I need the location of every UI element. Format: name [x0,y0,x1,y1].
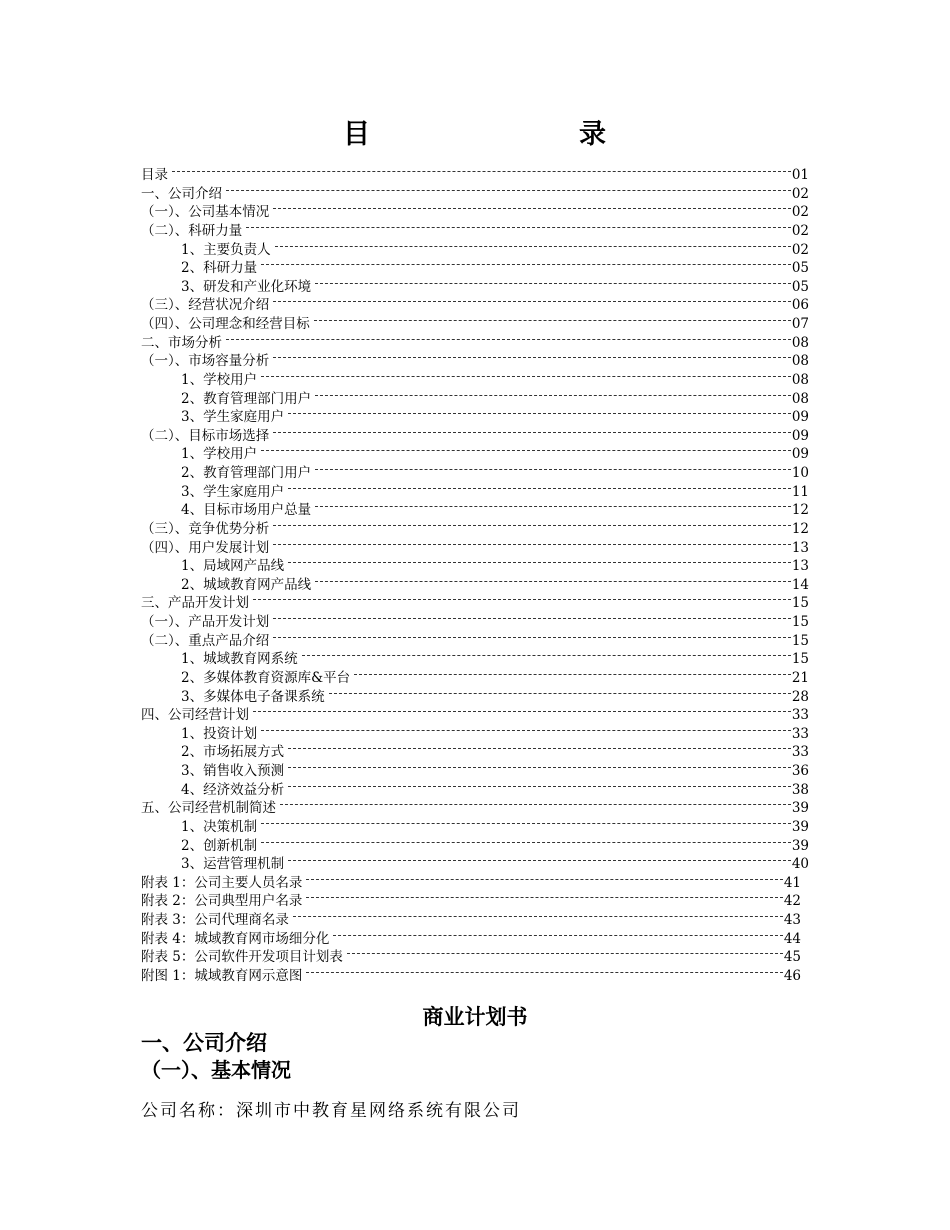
toc-leader [288,403,791,421]
toc-leader [314,310,791,328]
toc-entry-page: 10 [791,465,809,481]
toc-leader [273,291,791,309]
toc-entry-page: 02 [791,185,809,202]
toc-title-char-1: 目 [343,119,370,150]
toc-leader [273,198,791,216]
toc-entry-page: 14 [791,576,809,593]
toc-entry-label: 三、产品开发计划 [141,595,249,612]
toc-entry-page: 39 [791,800,809,817]
toc-entry-label: 四、公司经营计划 [141,707,249,724]
toc-leader [315,273,791,291]
toc-leader [288,757,791,775]
toc-entry-label: 3、研发和产业化环境 [181,278,312,295]
toc-leader [172,161,791,179]
toc-entry-label: （四）、公司理念和经营目标 [141,316,310,332]
toc-leader [280,794,791,812]
toc-leader [293,906,783,924]
toc-entry-label: 附图 1：城域教育网示意图 [141,967,303,984]
toc-entry-page: 07 [791,316,809,332]
toc-entry-label: 1、决策机制 [181,818,258,835]
toc-entry-page: 09 [791,446,809,463]
toc-entry-page: 33 [791,725,809,742]
toc-leader [273,534,791,552]
toc-entry-page: 38 [791,781,809,798]
toc-entry-label: 附表 5：公司软件开发项目计划表 [141,949,343,966]
toc-leader [261,813,791,831]
toc-entry[interactable] [141,198,809,221]
toc-entry-page: 39 [791,837,809,854]
toc-entry-page: 12 [791,520,809,537]
toc-leader [226,180,791,198]
toc-entry-label: （二）、重点产品介绍 [141,632,270,649]
toc-entry-page: 45 [783,949,801,966]
toc-entry-page: 33 [791,707,809,724]
toc-leader [315,459,791,477]
toc-entry-label: （二）、科研力量 [141,222,243,239]
toc-leader [253,589,791,607]
toc-entry-label: 2、科研力量 [181,260,258,277]
toc-entry-label: 1、学校用户 [181,446,258,463]
toc-entry-label: 五、公司经营机制简述 [141,800,276,817]
toc-leader [273,347,791,365]
toc-entry-label: 3、学生家庭用户 [181,409,285,426]
toc-leader [333,925,783,943]
toc-entry-page: 43 [783,912,801,928]
toc-entry-label: 1、学校用户 [181,371,258,388]
toc-entry-page: 02 [791,204,809,221]
toc-leader [261,720,791,738]
toc-entry-page: 05 [791,278,809,295]
toc-title-char-2: 录 [579,119,606,150]
section-heading: 一、公司介绍 [141,1030,267,1055]
toc-leader [273,627,791,645]
toc-leader [288,776,791,794]
toc-entry-page: 44 [783,930,801,947]
toc-entry-label: 2、城域教育网产品线 [181,576,312,593]
toc-entry-label: （四）、用户发展计划 [141,539,270,556]
toc-entry-label: 4、目标市场用户总量 [181,502,312,519]
toc-leader [261,440,791,458]
toc-entry-label: （一）、产品开发计划 [141,614,270,630]
toc-entry-page: 01 [791,167,809,183]
toc-entry-page: 28 [791,688,809,705]
toc-entry[interactable] [141,347,809,370]
toc-entry-label: 二、市场分析 [141,334,222,351]
toc-entry-page: 09 [791,409,809,426]
toc-entry-label: （二）、目标市场选择 [141,427,270,444]
toc-entry-label: 2、教育管理部门用户 [181,465,312,481]
toc-leader [261,832,791,850]
toc-entry-label: 1、主要负责人 [181,241,271,258]
toc-entry-label: 附表 1：公司主要人员名录 [141,874,303,891]
toc-entry-page: 06 [791,297,809,314]
toc-entry-page: 15 [791,632,809,649]
subsection-heading: （一）、基本情况 [141,1058,291,1082]
toc-entry-label: 2、市场拓展方式 [181,744,285,761]
toc-entry-page: 39 [791,818,809,835]
toc-entry-page: 13 [791,558,809,575]
toc-entry[interactable] [141,161,809,183]
toc-leader [288,552,791,570]
toc-leader [315,571,791,589]
toc-entry-page: 41 [783,874,801,891]
toc-entry-page: 02 [791,241,809,258]
toc-leader [273,515,791,533]
toc-leader [347,943,783,961]
toc-leader [302,645,791,663]
toc-entry-label: 3、运营管理机制 [181,856,285,873]
toc-entry-page: 12 [791,502,809,519]
toc-entry-label: 3、多媒体电子备课系统 [181,688,325,705]
toc-entry-label: 1、城域教育网系统 [181,651,298,668]
toc-leader [306,887,783,905]
toc-leader [306,962,783,980]
toc-entry[interactable] [141,329,809,351]
toc-entry-label: 一、公司介绍 [141,185,222,202]
toc-entry-page: 15 [791,595,809,612]
toc-leader [273,422,791,440]
toc-leader [261,254,791,272]
toc-entry[interactable] [141,180,809,202]
toc-leader [253,701,791,719]
toc-entry-label: 附表 4：城域教育网市场细分化 [141,930,330,947]
toc-leader [306,869,783,887]
toc-leader [273,608,791,626]
toc-entry-label: 2、教育管理部门用户 [181,390,312,407]
toc-entry-page: 08 [791,353,809,370]
table-of-contents [141,161,809,984]
toc-entry-page: 05 [791,260,809,277]
toc-entry-page: 09 [791,427,809,444]
toc-entry-page: 15 [791,614,809,630]
toc-entry-label: 2、创新机制 [181,837,258,854]
company-name-line: 公司名称：深圳市中教育星网络系统有限公司 [141,1101,521,1121]
toc-leader [288,738,791,756]
toc-entry-page: 21 [791,669,809,686]
toc-entry-page: 13 [791,539,809,556]
toc-entry-page: 36 [791,763,809,779]
toc-leader [354,664,791,682]
toc-leader [315,385,791,403]
toc-entry-label: 2、多媒体教育资源库&平台 [181,669,351,686]
toc-leader [288,478,791,496]
toc-leader [288,850,791,868]
toc-entry-label: 1、局域网产品线 [181,558,285,575]
toc-entry-label: 3、学生家庭用户 [181,483,285,500]
toc-entry-label: 3、销售收入预测 [181,763,285,779]
toc-entry-label: （三）、竞争优势分析 [141,520,270,537]
toc-entry-label: 附表 2：公司典型用户名录 [141,893,303,910]
toc-entry-page: 08 [791,334,809,351]
toc-entry-label: 4、经济效益分析 [181,781,285,798]
toc-leader [275,236,791,254]
toc-entry-page: 11 [791,483,809,500]
toc-entry-page: 08 [791,371,809,388]
toc-leader [226,329,791,347]
toc-leader [329,683,791,701]
toc-leader [246,217,791,235]
toc-title [0,112,950,152]
toc-entry-page: 46 [783,967,801,984]
toc-entry-label: 1、投资计划 [181,725,258,742]
toc-entry-page: 15 [791,651,809,668]
toc-entry-page: 02 [791,222,809,239]
toc-entry-page: 33 [791,744,809,761]
toc-entry-label: 目录 [141,167,168,183]
toc-leader [261,366,791,384]
toc-leader [315,496,791,514]
toc-entry-label: （一）、公司基本情况 [141,204,270,221]
toc-entry-page: 42 [783,893,801,910]
toc-entry-label: 附表 3：公司代理商名录 [141,912,289,928]
toc-entry-label: （三）、经营状况介绍 [141,297,270,314]
toc-entry-page: 08 [791,390,809,407]
document-title: 商业计划书 [422,1004,528,1029]
toc-entry-label: （一）、市场容量分析 [141,353,270,370]
toc-entry-page: 40 [791,856,809,873]
